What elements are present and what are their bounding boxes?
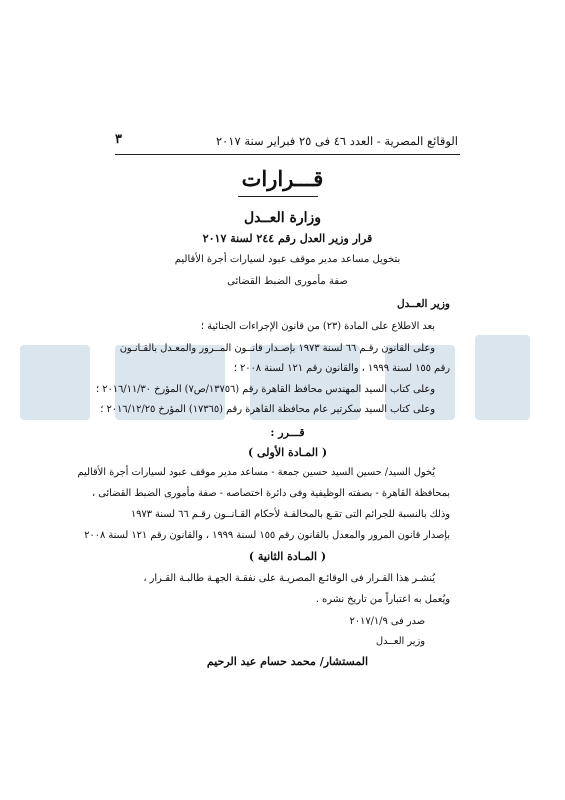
- article2-line: ويُعمل به اعتباراً من تاريخ نشره .: [315, 594, 450, 605]
- article2-heading: ( المـادة الثانية ): [248, 550, 327, 563]
- preamble-line: وعلى كتاب السيد المهندس محافظ القاهرة رقم (١٣٧٥٦/ص٧) المؤرخ ٢٠١٦/١١/٣٠ ؛: [96, 384, 435, 395]
- preamble-line: رقم ١٥٥ لسنة ١٩٩٩ ، والقانون رقم ١٢١ لسنة ٢٠٠٨ ؛: [233, 363, 450, 374]
- article2-line: يُنشـر هذا القـرار فى الوقائـع المصريـة على نفقـة الجهـة طالبـة القـرار ،: [143, 573, 435, 584]
- preamble-line: بعد الاطلاع على المادة (٢٣) من قانون الإجراءات الجنائية ؛: [200, 321, 435, 332]
- header-rule: [115, 154, 460, 155]
- article1-line: يُخول السيد/ حسين السيد حسين جمعة - مساعد مدير موقف عبود لسيارات أجرة الأقاليم: [77, 467, 435, 478]
- section-title: قـــرارات: [241, 166, 324, 191]
- ministry-name: وزارة العــدل: [243, 210, 321, 226]
- decree-subject-line2: صفة مأمورى الضبط القضائى: [227, 276, 348, 287]
- decided-heading: قـــرر :: [270, 426, 305, 439]
- issuer-label: وزير العــدل: [397, 298, 450, 310]
- signer-name: المستشار/ محمد حسام عبد الرحيم: [206, 655, 369, 668]
- page-number: ٣: [115, 132, 122, 147]
- decree-subject-line1: بتخويل مساعد مدير موقف عبود لسيارات أجرة الأقاليم: [174, 254, 401, 265]
- article1-line: بإصدار قانون المرور والمعدل بالقانون رقم ١٥٥ لسنة ١٩٩٩ ، والقانون رقم ١٢١ لسنة ٢٠٠٨: [84, 530, 450, 541]
- preamble-line: وعلى القانون رقـم ٦٦ لسنة ١٩٧٣ بإصـدار قانــون المــرور والمعـدل بالقـانـون: [119, 343, 435, 354]
- article1-heading: ( المـادة الأولى ): [247, 446, 328, 459]
- decree-title: قرار وزير العدل رقم ٢٤٤ لسنة ٢٠١٧: [202, 232, 373, 245]
- article1-line: وذلك بالنسبة للجرائم التى تقـع بالمخالفـة لأحكام القـانــون رقـم ٦٦ لسنة ١٩٧٣: [130, 509, 450, 520]
- issue-date: صدر فى ٢٠١٧/١/٩: [349, 616, 425, 627]
- article1-line: بمحافظة القاهرة - بصفته الوظيفية وفى دائرة اختصاصه - صفة مأمورى الضبط القضائى ،: [91, 488, 450, 499]
- section-title-underline: [238, 196, 318, 197]
- preamble-line: وعلى كتاب السيد سكرتير عام محافظة القاهرة رقم (١٧٣٦٥) المؤرخ ٢٠١٦/١٢/٢٥ ؛: [100, 404, 435, 415]
- closing-title: وزير العــدل: [375, 636, 425, 647]
- running-header: الوقائع المصرية - العدد ٤٦ فى ٢٥ فبراير سنة ٢٠١٧: [215, 134, 458, 148]
